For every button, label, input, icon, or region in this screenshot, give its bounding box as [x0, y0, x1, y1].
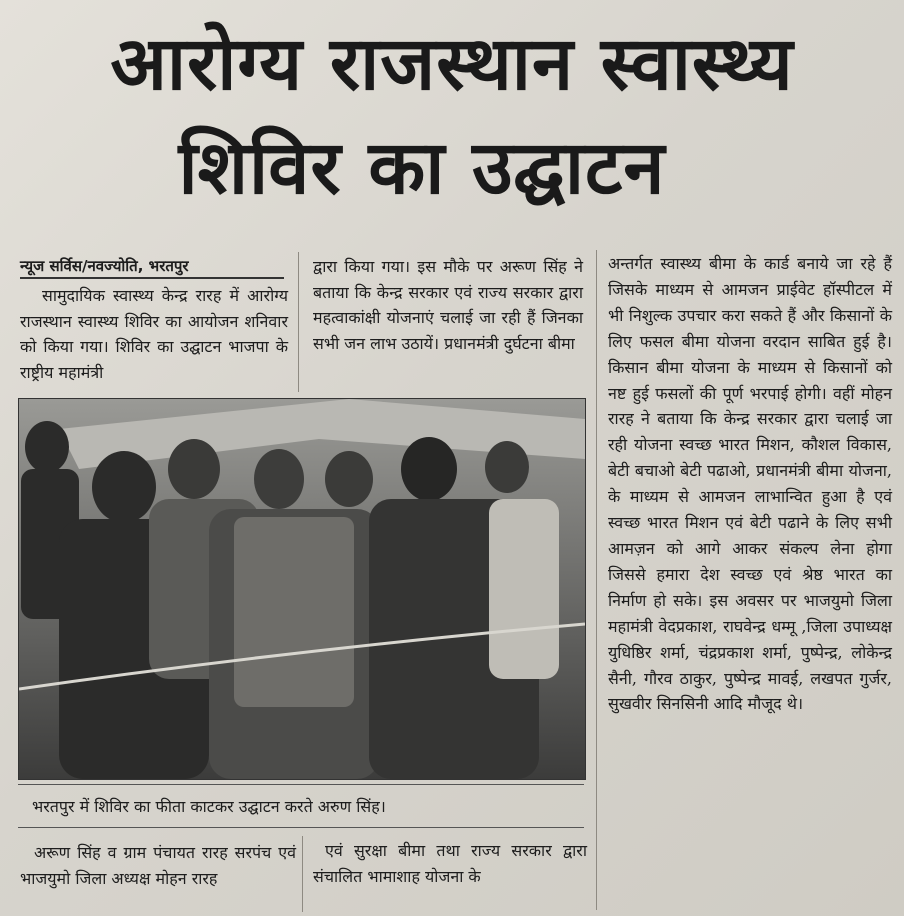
column-divider: [302, 836, 303, 912]
article-column-1: सामुदायिक स्वास्थ्य केन्द्र रारह में आरोग्य राजस्थान स्वास्थ्य शिविर का आयोजन शनिवार को किया गया। शिविर का उद्घाटन भाजपा के राष्ट्रीय महामंत्री: [20, 286, 288, 382]
article-column-2: द्वारा किया गया। इस मौके पर अरूण सिंह ने बताया कि केन्द्र सरकार एवं राज्य सरकार द्वारा महत्वाकांक्षी योजनाएं चलाई जा रही हैं जिनका सभी जन लाभ उठायें। प्रधानमंत्री दुर्घटना बीमा: [313, 257, 583, 353]
article-column-1-continued: अरूण सिंह व ग्राम पंचायत रारह सरपंच एवं भाजयुमो जिला अध्यक्ष मोहन रारह: [20, 843, 296, 888]
byline: न्यूज सर्विस/नवज्योति, भरतपुर: [20, 255, 284, 279]
headline-line-2: शिविर का उद्घाटन: [178, 125, 666, 211]
article-column-3: अन्तर्गत स्वास्थ्य बीमा के कार्ड बनाये जा रहे हैं जिसके माध्यम से आमजन प्राईवेट हॉस्पीटल में भी निशुल्क उपचार करा सकते हैं और किसानों के लिए फसल बीमा योजना वरदान साबित हुई है। किसान बीमा योजना के माध्यम से किसानों को नष्ट हुई फसलों की पूर्ण भरपाई होगी। वहीं मोहन रारह ने बताया कि केन्द्र सरकार द्वारा चलाई जा रही योजना स्वच्छ भारत मिशन, कौशल विकास, बेटी बचाओ बेटी पढाओ, प्रधानमंत्री बीमा योजना, के माध्यम से आमजन लाभान्वित हुआ है एवं स्वच्छ भारत मिशन एवं बेटी पढाने के लिए सभी आमज़न को आगे आकर संकल्प लेना होगा जिससे हमारा देश स्वच्छ एवं श्रेष्ठ भारत का निर्माण हो सके। इस अवसर पर भाजयुमो जिला महामंत्री वेदप्रकाश, राघवेन्द्र धम्मू ,जिला उपाध्यक्ष युधिष्ठिर शर्मा, चंद्रप्रकाश शर्मा, पुष्पेन्द्र, लोकेन्द्र सैनी, गौरव ठाकुर, पुष्पेन्द्र मावई, लखपत गुर्जर, सुखवीर सिनसिनी आदि मौजूद थे।: [608, 254, 892, 714]
ribbon-cutting-photo: [19, 399, 585, 779]
photo-caption: भरतपुर में शिविर का फीता काटकर उद्घाटन करते अरुण सिंह।: [18, 784, 584, 828]
column-divider: [596, 250, 597, 910]
headline-line-1: आरोग्य राजस्थान स्वास्थ्य: [110, 21, 794, 107]
column-divider: [298, 252, 299, 392]
article-column-2-continued: एवं सुरक्षा बीमा तथा राज्य सरकार द्वारा संचालित भामाशाह योजना के: [313, 841, 587, 886]
news-photo: [18, 398, 586, 780]
